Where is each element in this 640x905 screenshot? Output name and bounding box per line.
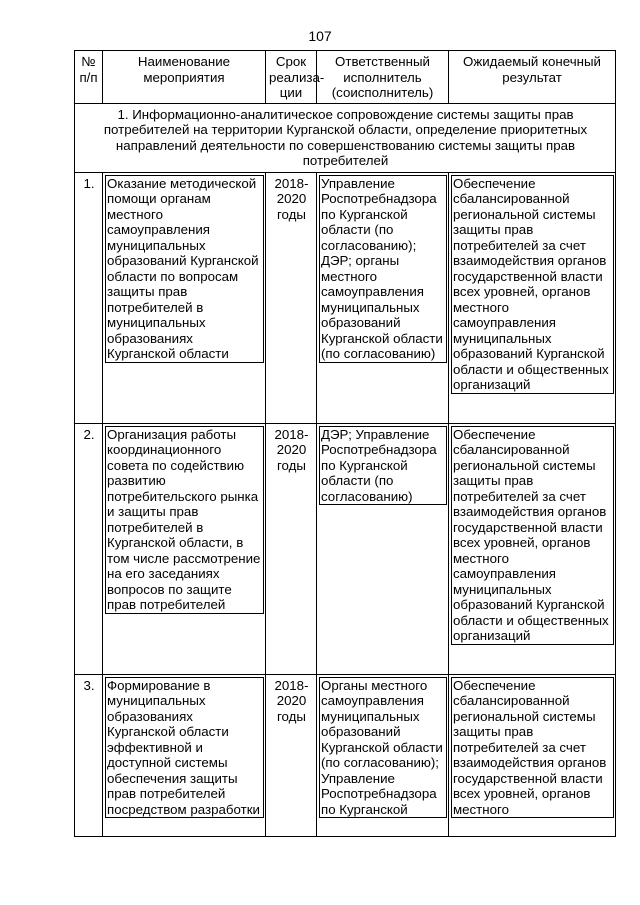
row-term: 2018-2020 годы: [266, 674, 317, 836]
table-header-row: [75, 51, 616, 104]
row-executor: [317, 172, 449, 423]
row-term: 2018-2020 годы: [266, 423, 317, 674]
table-row: [75, 423, 616, 674]
row-term: 2018-2020 годы: [266, 172, 317, 423]
section-row: [75, 103, 616, 172]
header-executor: Ответственный исполнитель (соисполнитель): [317, 51, 449, 104]
row-num: 1.: [75, 172, 103, 423]
row-executor-text: ДЭР; Управление Роспотребнадзора по Курганской области (по согласованию): [319, 426, 447, 506]
row-result: [449, 423, 616, 674]
row-name-text: Оказание методической помощи органам местного самоуправления муниципальных образований Курганской области по вопросам защиты прав потребителей в муниципальных образованиях Курганской области: [105, 175, 264, 363]
row-result: [449, 172, 616, 423]
row-executor-text: Органы местного самоуправления муниципальных образований Курганской области (по согласованию); Управление Роспотребнадзора по Курганской: [319, 677, 447, 819]
row-name-text: Организация работы координационного совета по содействию развитию потребительского рынка и защиты прав потребителей в Курганской области, в том числе рассмотрение на его заседаниях вопросов по защите прав потребителей: [105, 426, 264, 614]
row-name: [103, 423, 266, 674]
row-result-text: Обеспечение сбалансированной региональной системы защиты прав потребителей за счет взаимодействия органов государственной власти всех уровней, органов местного самоуправления муниципальных образований Курганской области и общественных организаций: [451, 175, 614, 394]
row-executor: [317, 423, 449, 674]
row-name: [103, 674, 266, 836]
row-executor-text: Управление Роспотребнадзора по Курганской области (по согласованию); ДЭР; органы местного самоуправления муниципальных образований Курганской области (по согласованию): [319, 175, 447, 363]
row-name-text: Формирование в муниципальных образованиях Курганской области эффективной и доступной системы обеспечения защиты прав потребителей посредством разработки: [105, 677, 264, 819]
row-num: 3.: [75, 674, 103, 836]
row-executor: [317, 674, 449, 836]
header-name: Наименование мероприятия: [103, 51, 266, 104]
row-result: [449, 674, 616, 836]
row-num: 2.: [75, 423, 103, 674]
header-term: Срок реализа- ции: [266, 51, 317, 104]
row-result-text: Обеспечение сбалансированной региональной системы защиты прав потребителей за счет взаимодействия органов государственной власти всех уровней, органов местного самоуправления муниципальных образований Курганской области и общественных организаций: [451, 426, 614, 645]
section-title: 1. Информационно-аналитическое сопровождение системы защиты прав потребителей на территории Курганской области, определение приоритетных направлений деятельности по совершенствованию системы защиты прав потребителей: [75, 103, 616, 172]
row-name: [103, 172, 266, 423]
header-result: Ожидаемый конечный результат: [449, 51, 616, 104]
table-row: [75, 674, 616, 836]
header-num: № п/п: [75, 51, 103, 104]
page-number: 107: [308, 28, 332, 44]
row-result-text: Обеспечение сбалансированной региональной системы защиты прав потребителей за счет взаимодействия органов государственной власти всех уровней, органов местного: [451, 677, 614, 819]
measures-table: [74, 50, 616, 837]
table-row: [75, 172, 616, 423]
